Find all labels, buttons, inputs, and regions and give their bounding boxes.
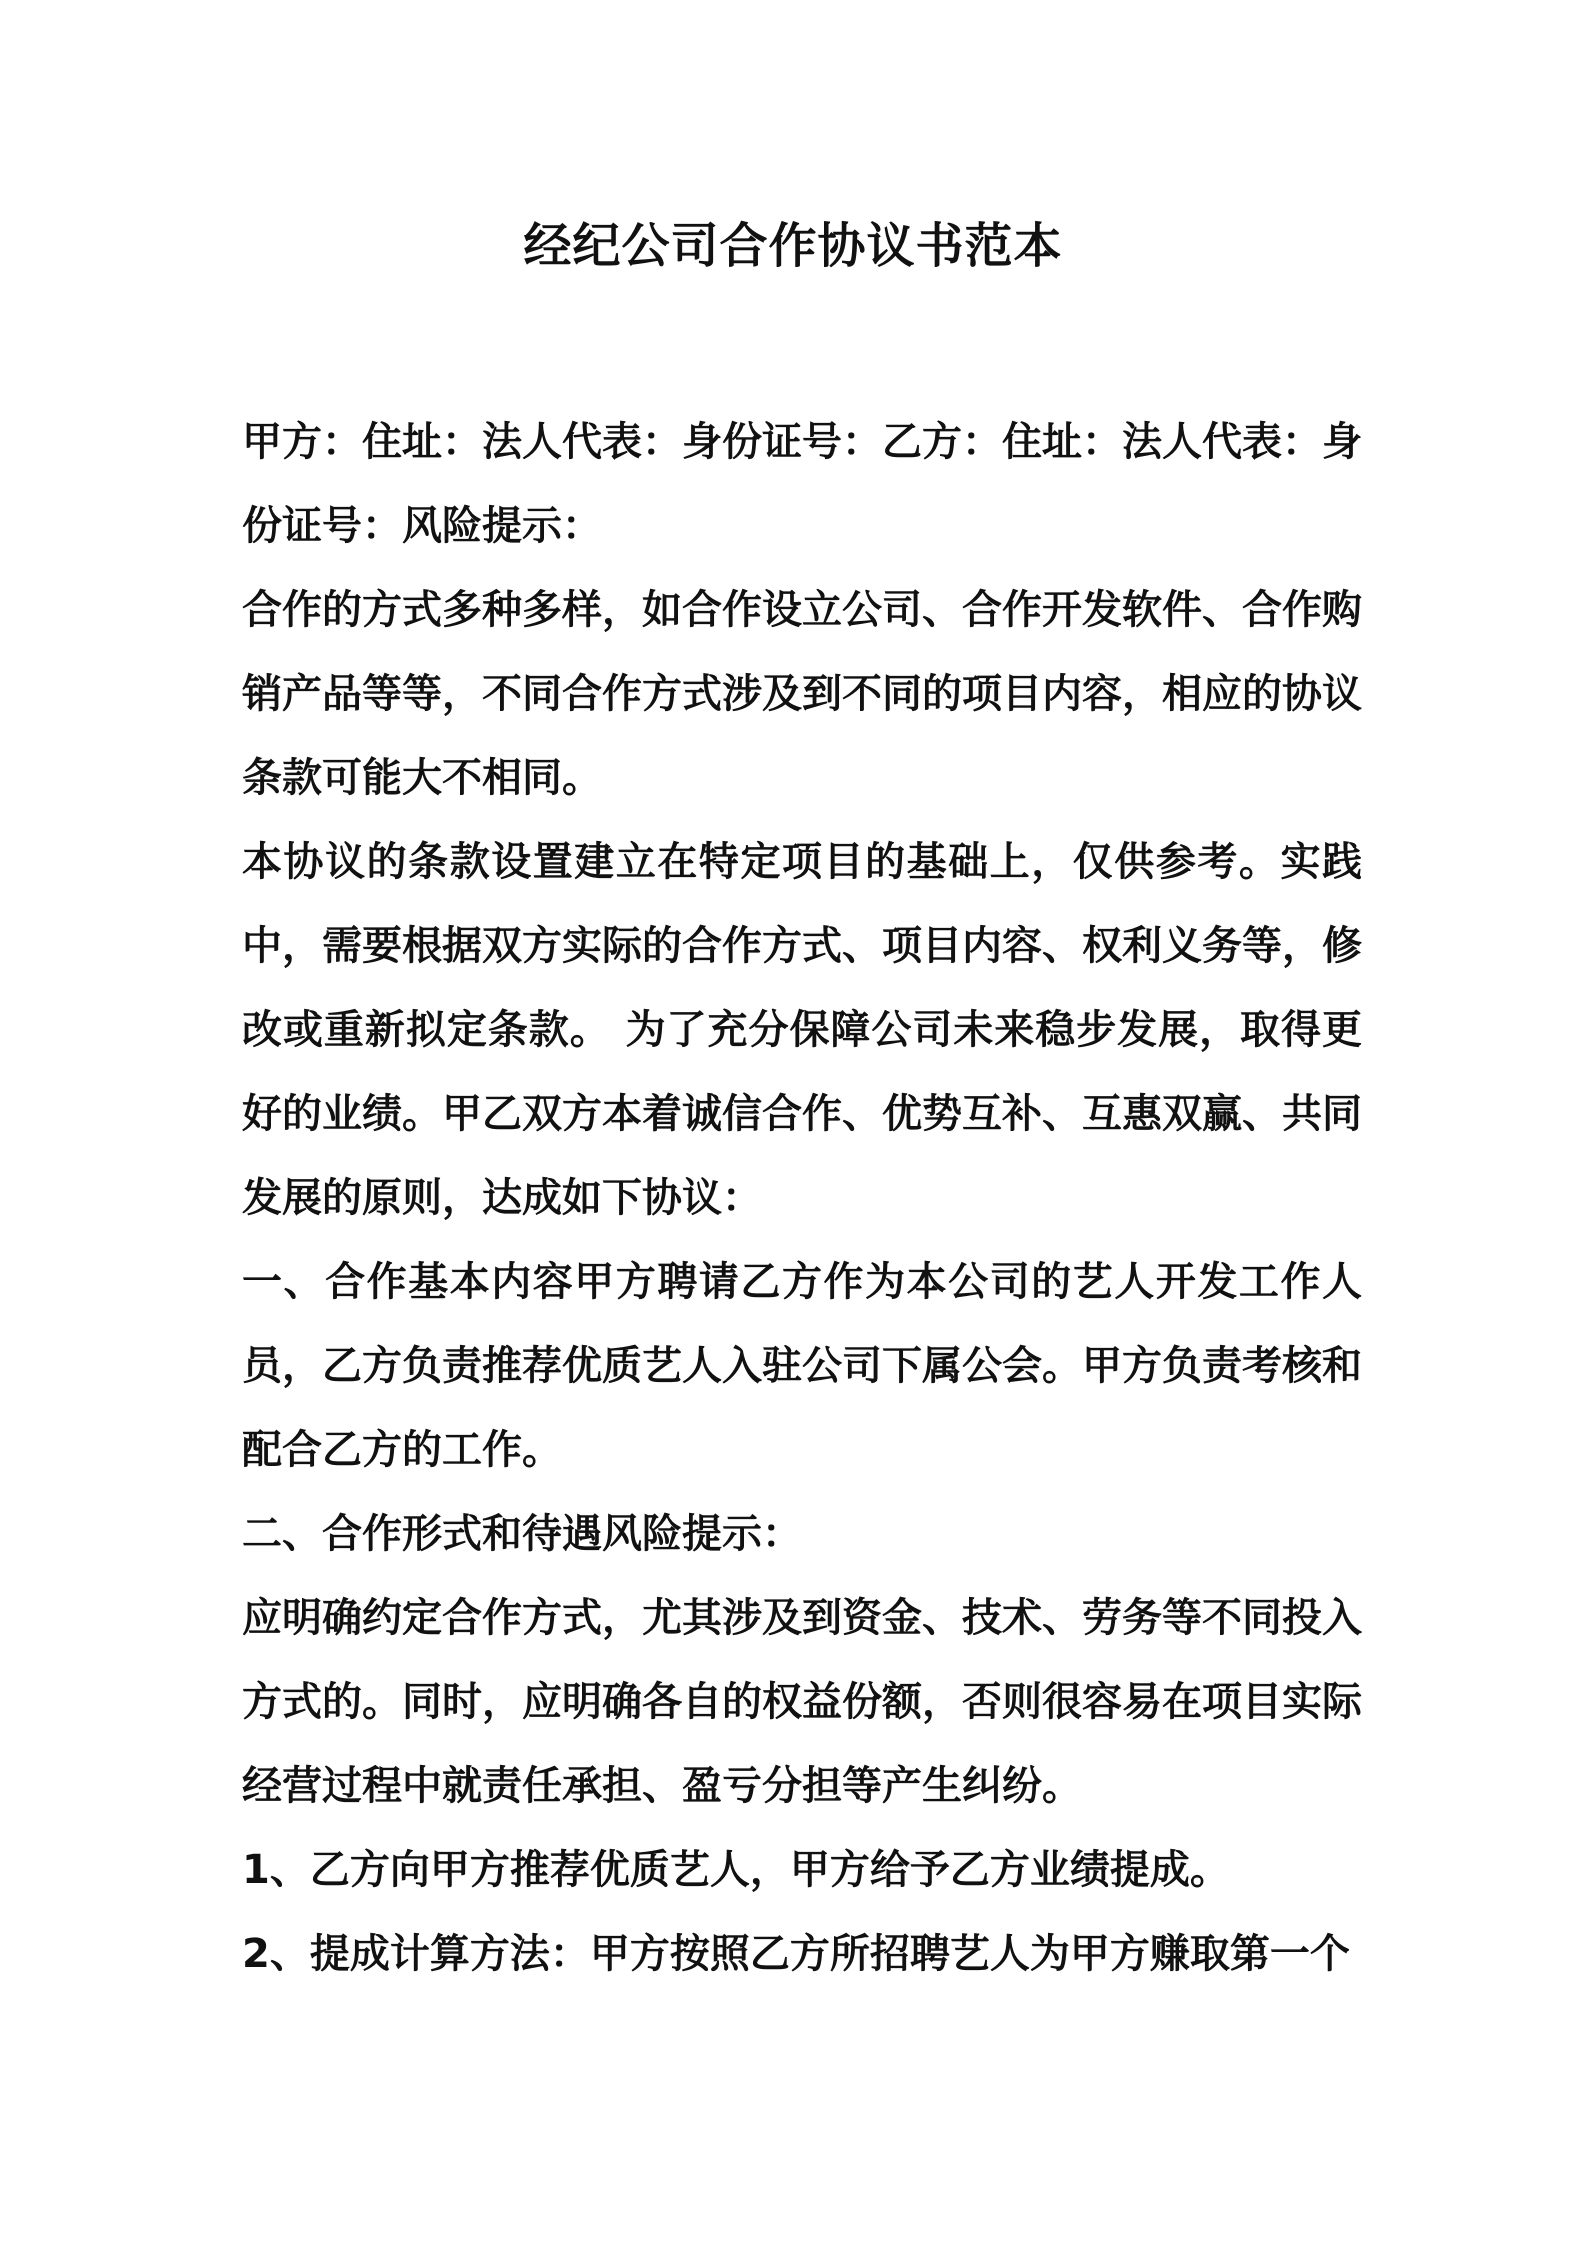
- paragraph-item-two: 2、提成计算方法：甲方按照乙方所招聘艺人为甲方赚取第一个: [242, 1931, 1350, 1977]
- document-title: 经纪公司合作协议书范本: [523, 218, 1063, 274]
- document-body: [242, 400, 1362, 1996]
- paragraph-risk-note: 应明确约定合作方式，尤其涉及到资金、技术、劳务等不同投入方式的。同时，应明确各自的权益份额，否则很容易在项目实际经营过程中就责任承担、盈亏分担等产生纠纷。: [242, 1595, 1362, 1809]
- paragraph-cooperation-methods: 合作的方式多种多样，如合作设立公司、合作开发软件、合作购销产品等等，不同合作方式涉及到不同的项目内容，相应的协议条款可能大不相同。: [242, 587, 1362, 801]
- paragraph-item-one: 1、乙方向甲方推荐优质艺人，甲方给予乙方业绩提成。: [242, 1847, 1230, 1893]
- paragraph-section-one: 一、合作基本内容甲方聘请乙方作为本公司的艺人开发工作人员，乙方负责推荐优质艺人入驻公司下属公会。甲方负责考核和配合乙方的工作。: [242, 1259, 1362, 1473]
- paragraph-section-two-heading: 二、合作形式和待遇风险提示：: [242, 1511, 802, 1557]
- paragraph-terms-reference: 本协议的条款设置建立在特定项目的基础上，仅供参考。实践中，需要根据双方实际的合作方式、项目内容、权利义务等，修改或重新拟定条款。 为了充分保障公司未来稳步发展，取得更好的业绩。甲乙双方本着诚信合作、优势互补、互惠双赢、共同发展的原则，达成如下协议：: [242, 839, 1362, 1221]
- paragraph-parties: 甲方：住址：法人代表：身份证号：乙方：住址：法人代表：身份证号：风险提示：: [242, 419, 1362, 549]
